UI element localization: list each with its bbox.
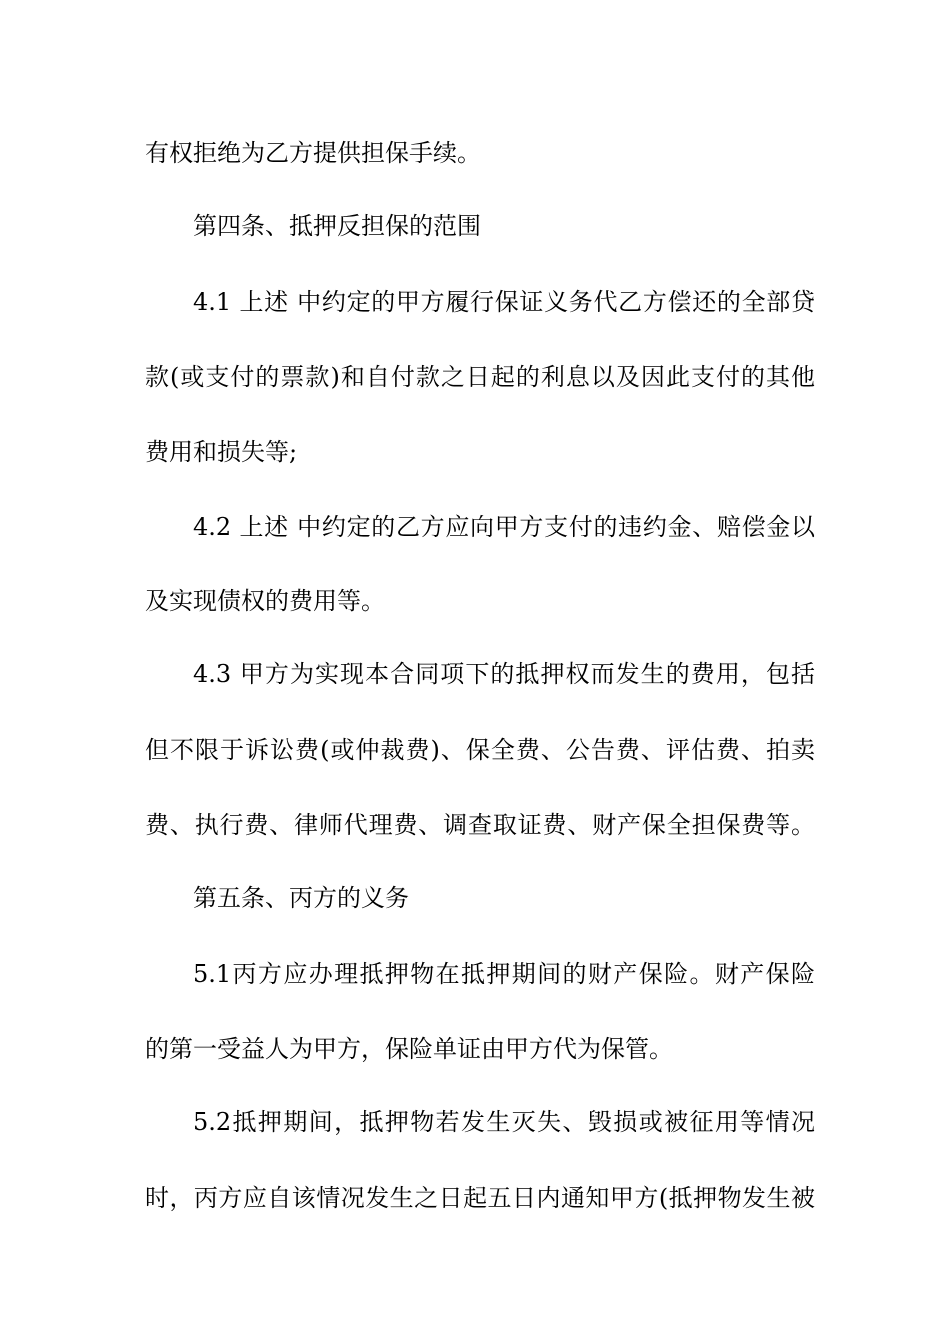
- clause-4-2-line-2: 及实现债权的费用等。: [145, 587, 385, 615]
- clause-4-2-line-1: 4.2 上述 中约定的乙方应向甲方支付的违约金、赔偿金以: [193, 513, 815, 541]
- paragraph-line-continuation: 有权拒绝为乙方提供担保手续。: [145, 139, 481, 167]
- clause-5-2-line-2: 时，丙方应自该情况发生之日起五日内通知甲方(抵押物发生被: [145, 1184, 815, 1212]
- section-heading-article-5: 第五条、丙方的义务: [193, 884, 409, 912]
- clause-4-1-line-2: 款(或支付的票款)和自付款之日起的利息以及因此支付的其他: [145, 363, 815, 391]
- clause-4-1-line-1: 4.1 上述 中约定的甲方履行保证义务代乙方偿还的全部贷: [193, 288, 815, 316]
- clause-5-1-line-2: 的第一受益人为甲方，保险单证由甲方代为保管。: [145, 1035, 673, 1063]
- clause-5-1-line-1: 5.1丙方应办理抵押物在抵押期间的财产保险。财产保险: [193, 960, 815, 988]
- clause-4-3-line-1: 4.3 甲方为实现本合同项下的抵押权而发生的费用，包括: [193, 660, 815, 688]
- clause-5-2-line-1: 5.2抵押期间，抵押物若发生灭失、毁损或被征用等情况: [193, 1108, 815, 1136]
- clause-4-3-line-2: 但不限于诉讼费(或仲裁费)、保全费、公告费、评估费、拍卖: [145, 736, 815, 764]
- clause-4-3-line-3: 费、执行费、律师代理费、调查取证费、财产保全担保费等。: [145, 811, 815, 839]
- clause-4-1-line-3: 费用和损失等;: [145, 438, 298, 466]
- section-heading-article-4: 第四条、抵押反担保的范围: [193, 212, 481, 240]
